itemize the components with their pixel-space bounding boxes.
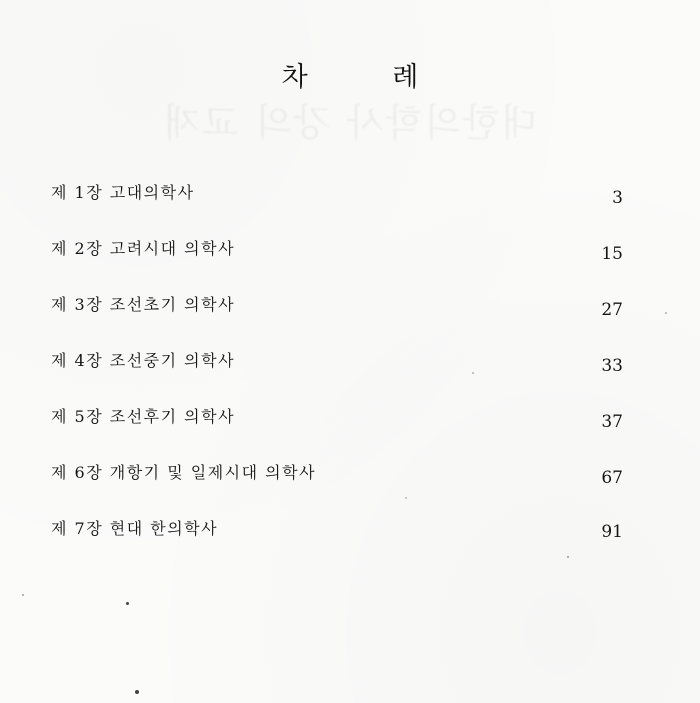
scan-speck [22, 594, 24, 596]
toc-entry-3[interactable] [0, 292, 700, 322]
toc-entry-label: 제 2장 고려시대 의학사 [51, 239, 236, 258]
toc-entry-page: 91 [601, 522, 623, 542]
scan-speck [126, 602, 129, 605]
toc-entry-page: 33 [601, 356, 623, 376]
toc-entry-page: 27 [601, 300, 623, 320]
toc-entry-6[interactable] [0, 460, 700, 490]
toc-entry-label: 제 1장 고대의학사 [51, 183, 195, 202]
scan-speck [135, 690, 139, 694]
toc-entry-5[interactable] [0, 404, 700, 434]
scan-speck [472, 372, 474, 374]
toc-entry-7[interactable] [0, 516, 700, 546]
toc-entry-label: 제 3장 조선초기 의학사 [51, 295, 236, 314]
toc-entry-4[interactable] [0, 348, 700, 378]
scan-speck [405, 497, 407, 499]
toc-entry-label: 제 7장 현대 한의학사 [51, 519, 219, 538]
toc-entry-page: 3 [612, 188, 623, 208]
toc-entry-1[interactable] [0, 180, 700, 210]
bleed-through-text: 대한의학사 강의 교재 [161, 101, 539, 145]
toc-entry-label: 제 6장 개항기 및 일제시대 의학사 [51, 463, 317, 482]
toc-entry-page: 15 [601, 244, 623, 264]
toc-entry-label: 제 4장 조선중기 의학사 [51, 351, 236, 370]
toc-entry-page: 67 [601, 468, 623, 488]
page-title: 차 례 [281, 62, 457, 93]
toc-entry-2[interactable] [0, 236, 700, 266]
toc-entry-page: 37 [601, 412, 623, 432]
toc-entry-label: 제 5장 조선후기 의학사 [51, 407, 236, 426]
scan-speck [567, 556, 569, 558]
scan-speck [665, 312, 667, 314]
